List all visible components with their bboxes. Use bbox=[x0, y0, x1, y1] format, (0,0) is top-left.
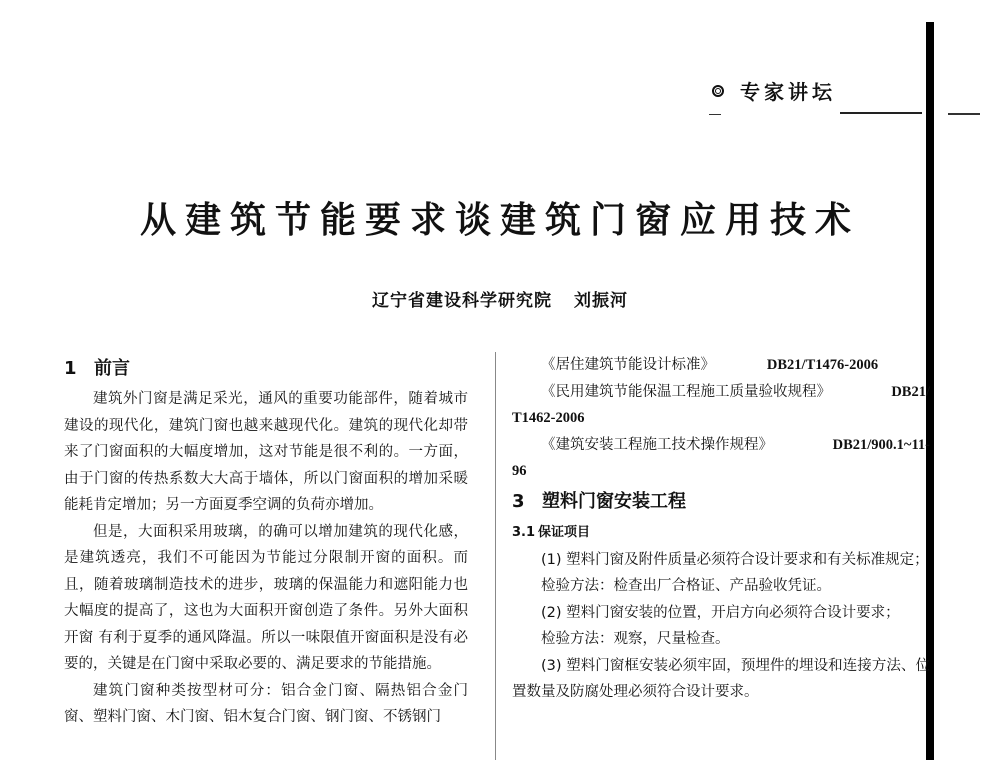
author-org: 辽宁省建设科学研究院 bbox=[372, 291, 552, 311]
reference-item: 《建筑安装工程施工技术操作规程》 DB21/900.1~11- bbox=[541, 436, 930, 453]
subsection-heading: 3.1 保证项目 bbox=[512, 524, 591, 540]
column-divider bbox=[495, 352, 496, 760]
right-column bbox=[512, 352, 930, 706]
article-title: 从建筑节能要求谈建筑门窗应用技术 bbox=[139, 199, 860, 241]
reference-wrap: T1462-2006 bbox=[512, 410, 585, 426]
requirement-item: (2) 塑料门窗安装的位置，开启方向必须符合设计要求； bbox=[541, 604, 900, 621]
header-rule bbox=[948, 113, 980, 115]
reference-item: 《居住建筑节能设计标准》 DB21/T1476-2006 bbox=[541, 357, 879, 373]
reference-wrap: 96 bbox=[512, 463, 527, 479]
header-rule bbox=[840, 112, 922, 114]
column-header bbox=[712, 76, 836, 105]
section-heading: 3 塑料门窗安装工程 bbox=[512, 490, 686, 512]
left-column bbox=[64, 352, 468, 731]
requirement-item: (3) 塑料门窗框安装必须牢固，预埋件的埋设和连接方法、位置数量及防腐处理必须符合设计要求。 bbox=[512, 657, 930, 700]
paragraph: 建筑外门窗是满足采光，通风的重要功能部件，随着城市建设的现代化，建筑门窗也越来越现代化。建筑的现代化却带来了门窗面积的大幅度增加，这对节能是很不利的。一方面，由于门窗的传热系数大大高于墙体，所以门窗面积的增加采暖能耗肯定增加；另一方面夏季空调的负荷亦增加。 bbox=[64, 391, 468, 513]
byline bbox=[0, 286, 1000, 311]
paragraph: 建筑门窗种类按型材可分：铝合金门窗、隔热铝合金门窗、塑料门窗、木门窗、铝木复合门窗、钢门窗、不锈钢门 bbox=[64, 682, 468, 725]
double-circle-icon bbox=[712, 85, 724, 97]
section-heading: 1 前言 bbox=[64, 358, 130, 379]
author-name: 刘振河 bbox=[574, 291, 628, 311]
column-label: 专家讲坛 bbox=[740, 80, 836, 104]
reference-item: 《民用建筑节能保温工程施工质量验收规程》 DB21/ bbox=[541, 383, 930, 400]
requirement-item: (1) 塑料门窗及附件质量必须符合设计要求和有关标准规定； bbox=[541, 551, 929, 568]
paragraph: 但是，大面积采用玻璃，的确可以增加建筑的现代化感，是建筑透亮，我们不可能因为节能过分限制开窗的面积。而且，随着玻璃制造技术的进步，玻璃的保温能力和遮阳能力也大幅度的提高了，这也为大面积开窗创造了条件。另外大面积开窗 有利于夏季的通风降温。所以一味限值开窗面积是没有必要的，关键是在门窗中采取必要的、满足要求的节能措施。 bbox=[64, 523, 468, 672]
check-method: 检验方法：检查出厂合格证、产品验收凭证。 bbox=[541, 578, 831, 594]
check-method: 检验方法：观察，尺量检查。 bbox=[541, 631, 730, 647]
header-rule bbox=[709, 114, 721, 115]
